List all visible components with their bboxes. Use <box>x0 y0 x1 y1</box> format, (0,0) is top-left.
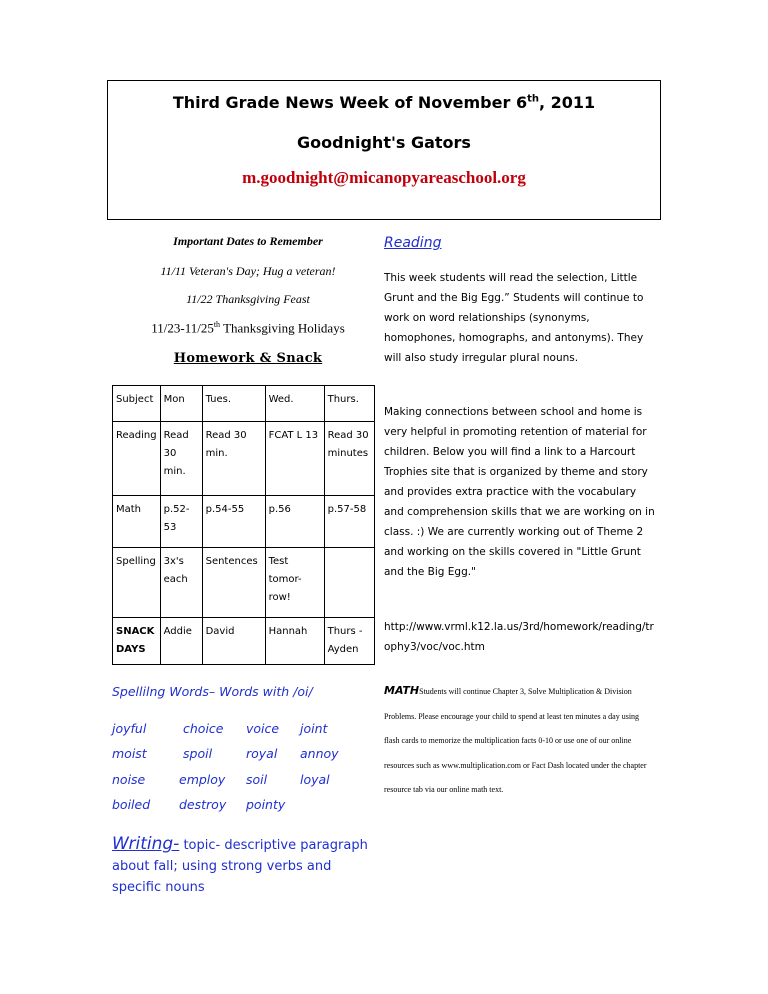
table-header: Mon <box>160 386 202 422</box>
table-cell: p.54-55 <box>202 496 265 548</box>
date-thanksgiving-holidays: 11/23-11/25th Thanksgiving Holidays <box>151 320 345 336</box>
table-header: Thurs. <box>324 386 374 422</box>
date-thanksgiving-feast: 11/22 Thanksgiving Feast <box>186 292 310 306</box>
newsletter-title: Third Grade News Week of November 6th, 2011 <box>172 93 596 112</box>
spelling-word: annoy <box>300 746 339 761</box>
spelling-word: moist <box>112 746 147 761</box>
table-cell: p.52-53 <box>160 496 202 548</box>
table-row <box>113 496 375 548</box>
date-veterans-day: 11/11 Veteran's Day; Hug a veteran! <box>160 264 336 278</box>
reading-link[interactable]: http://www.vrml.k12.la.us/3rd/homework/reading/trophy3/voc/voc.htm <box>384 621 654 653</box>
math-heading: MATH <box>384 684 420 697</box>
spelling-word: royal <box>246 746 278 761</box>
spelling-word: voice <box>246 721 280 736</box>
writing-heading: Writing- <box>112 834 180 854</box>
writing-section <box>112 834 384 898</box>
table-cell <box>324 548 374 618</box>
spelling-word: pointy <box>246 797 286 812</box>
table-cell: Reading <box>113 422 161 496</box>
table-header-row <box>113 386 375 422</box>
spelling-word: destroy <box>179 797 227 812</box>
table-row <box>113 422 375 496</box>
table-cell: Math <box>113 496 161 548</box>
spelling-word: boiled <box>112 797 151 812</box>
reading-paragraph: This week students will read the selection, Little Grunt and the Big Egg.” Students will continue to work on word relationships (synonyms, homophones, homographs, and antonyms). They will also study irregular plural nouns. <box>384 272 644 364</box>
table-cell: p.56 <box>265 496 324 548</box>
class-name: Goodnight's Gators <box>297 133 471 152</box>
table-cell: David <box>202 618 265 665</box>
table-cell: p.57-58 <box>324 496 374 548</box>
spelling-word: employ <box>179 772 226 787</box>
table-cell: 3x's each <box>160 548 202 618</box>
table-header: Tues. <box>202 386 265 422</box>
math-text: Students will continue Chapter 3, Solve Multiplication & Division Problems. Please encourage your child to spend at least ten minutes a day using flash cards to memorize the multiplication facts 0-10 or use one of our online resources such as www.multiplication.com or Fact Dash located under the chapter resource tab via our online math text. <box>384 687 647 794</box>
table-header: Wed. <box>265 386 324 422</box>
spelling-word: joint <box>300 721 328 736</box>
important-dates-title: Important Dates to Remember <box>173 234 323 248</box>
table-cell: SNACK DAYS <box>113 618 161 665</box>
math-section <box>384 679 656 803</box>
table-row <box>113 618 375 665</box>
homework-table <box>112 385 375 665</box>
table-cell: Read 30 minutes <box>324 422 374 496</box>
table-cell: FCAT L 13 <box>265 422 324 496</box>
spelling-word: joyful <box>112 721 147 736</box>
table-cell: Spelling <box>113 548 161 618</box>
table-cell: Thurs - Ayden <box>324 618 374 665</box>
homework-title: Homework & Snack <box>173 351 323 366</box>
spelling-word: loyal <box>300 772 330 787</box>
teacher-email[interactable]: m.goodnight@micanopyareaschool.org <box>242 168 526 187</box>
table-cell: Test tomor-row! <box>265 548 324 618</box>
spelling-word: soil <box>246 772 268 787</box>
spelling-word: choice <box>183 721 224 736</box>
spelling-word: noise <box>112 772 146 787</box>
spelling-words-title: Spellilng Words– Words with /oi/ <box>112 684 313 699</box>
reading-title: Reading <box>384 235 442 251</box>
writing-text: topic- descriptive paragraph about fall; using strong verbs and specific nouns <box>112 838 368 895</box>
header-box <box>107 80 661 220</box>
table-cell: Read 30 min. <box>202 422 265 496</box>
table-cell: Sentences <box>202 548 265 618</box>
table-cell: Hannah <box>265 618 324 665</box>
table-cell: Addie <box>160 618 202 665</box>
spelling-word: spoil <box>183 746 213 761</box>
table-row <box>113 548 375 618</box>
reading-connections-paragraph: Making connections between school and home is very helpful in promoting retention of material for children. Below you will find a link to a Harcourt Trophies site that is organized by theme and story and provides extra practice with the vocabulary and comprehension skills that we are working on in class. :) We are currently working out of Theme 2 and working on the skills covered in "Little Grunt and the Big Egg." <box>384 406 655 578</box>
table-cell: Read 30 min. <box>160 422 202 496</box>
table-header: Subject <box>113 386 161 422</box>
